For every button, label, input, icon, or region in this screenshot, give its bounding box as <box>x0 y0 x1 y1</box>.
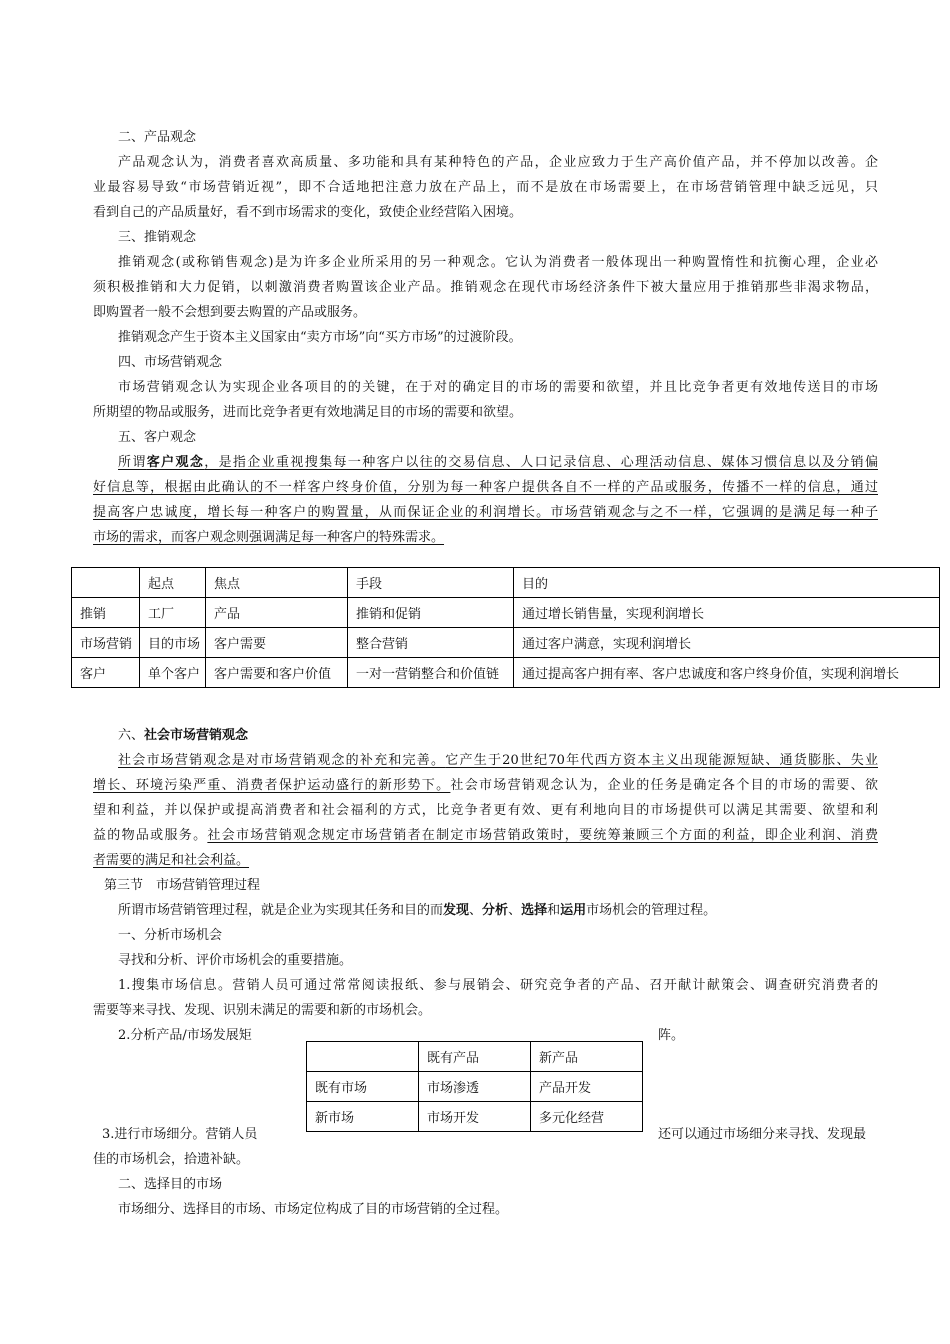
table-cell: 通过提高客户拥有率、客户忠诚度和客户终身价值，实现利润增长 <box>514 658 940 688</box>
paragraph-line: 益的物品或服务。社会市场营销观念规定市场营销者在制定市场营销政策时，要统筹兼顾三个方面的利益，即企业利润、消费 <box>93 828 878 843</box>
table-cell: 客户需要和客户价值 <box>206 658 348 688</box>
table-cell: 工厂 <box>140 598 206 628</box>
paragraph-line: 产品观念认为，消费者喜欢高质量、多功能和具有某种特色的产品，企业应致力于生产高价值产品，并不停加以改善。企 <box>118 155 878 170</box>
table-header-row <box>72 568 940 598</box>
heading-product-concept: 二、产品观念 <box>118 130 197 145</box>
paragraph-line: 看到自己的产品质量好，看不到市场需求的变化，致使企业经营陷入困境。 <box>93 205 523 220</box>
table-cell: 市场开发 <box>419 1102 531 1132</box>
paragraph-line: 阵。 <box>658 1028 685 1043</box>
heading-select-target-market: 二、选择目的市场 <box>118 1177 223 1192</box>
heading-societal-marketing: 六、社会市场营销观念 <box>118 728 249 743</box>
table-cell: 市场渗透 <box>419 1072 531 1102</box>
table-cell: 客户 <box>72 658 140 688</box>
paragraph-line: 市场营销观念认为实现企业各项目的的关键，在于对的确定目的市场的需要和欲望，并且比竞争者更有效地传送目的市场 <box>118 380 878 395</box>
table-cell: 通过增长销售量，实现利润增长 <box>514 598 940 628</box>
table-row <box>307 1102 643 1132</box>
paragraph-line: 业最容易导致“市场营销近视”，即不合适地把注意力放在产品上，而不是放在市场需要上，在市场营销管理中缺乏远见，只 <box>93 180 878 195</box>
paragraph-line-underlined: 者需要的满足和社会利益。 <box>93 853 250 868</box>
heading-selling-concept: 三、推销观念 <box>118 230 197 245</box>
table-row <box>307 1072 643 1102</box>
table-cell: 推销和促销 <box>348 598 514 628</box>
table-cell: 多元化经营 <box>531 1102 643 1132</box>
table-cell: 产品开发 <box>531 1072 643 1102</box>
section-title: 第三节 市场营销管理过程 <box>104 878 261 893</box>
paragraph-line: 2.分析产品/市场发展矩 <box>118 1028 252 1043</box>
paragraph-line: 佳的市场机会，拾遗补缺。 <box>93 1152 250 1167</box>
table-cell: 目的市场 <box>140 628 206 658</box>
heading-analyze-opportunity: 一、分析市场机会 <box>118 928 223 943</box>
table-cell: 一对一营销整合和价值链 <box>348 658 514 688</box>
paragraph-line: 所谓市场营销管理过程，就是企业为实现其任务和目的而发现、分析、选择和运用市场机会的管理过程。 <box>118 903 717 918</box>
paragraph-line-underlined: 市场的需求，而客户观念则强调满足每一种客户的特殊需求。 <box>93 530 445 545</box>
table-row <box>72 628 940 658</box>
paragraph-line: 寻找和分析、评价市场机会的重要措施。 <box>118 953 353 968</box>
heading-marketing-concept: 四、市场营销观念 <box>118 355 223 370</box>
paragraph-line: 社会市场营销观念是对市场营销观念的补充和完善。它产生于20世纪70年代西方资本主义出现能源短缺、通货膨胀、失业 <box>118 753 878 768</box>
paragraph-line: 需要等来寻找、发现、识别未满足的需要和新的市场机会。 <box>93 1003 432 1018</box>
table-row <box>72 658 940 688</box>
table-header-cell <box>72 568 140 598</box>
paragraph-line: 3.进行市场细分。营销人员 <box>102 1127 258 1142</box>
table-row <box>72 598 940 628</box>
table-header-cell <box>307 1042 419 1072</box>
paragraph-line: 推销观念产生于资本主义国家由“卖方市场”向“买方市场”的过渡阶段。 <box>118 330 522 345</box>
paragraph-line: 须积极推销和大力促销，以刺激消费者购置该企业产品。推销观念在现代市场经济条件下被大量应用于推销那些非渴求物品， <box>93 280 878 295</box>
product-market-matrix-table <box>306 1041 643 1132</box>
paragraph-line: 即购置者一般不会想到要去购置的产品或服务。 <box>93 305 367 320</box>
table-cell: 整合营销 <box>348 628 514 658</box>
table-header-cell: 起点 <box>140 568 206 598</box>
heading-customer-concept: 五、客户观念 <box>118 430 197 445</box>
table-header-cell: 既有产品 <box>419 1042 531 1072</box>
table-header-cell: 目的 <box>514 568 940 598</box>
table-cell: 通过客户满意，实现利润增长 <box>514 628 940 658</box>
paragraph-line: 市场细分、选择目的市场、市场定位构成了目的市场营销的全过程。 <box>118 1202 509 1217</box>
table-header-row <box>307 1042 643 1072</box>
paragraph-line-underlined: 提高客户忠诚度，增长每一种客户的购置量，从而保证企业的利润增长。市场营销观念与之不一样，它强调的是满足每一种子 <box>93 505 878 520</box>
table-cell: 产品 <box>206 598 348 628</box>
table-header-cell: 新产品 <box>531 1042 643 1072</box>
paragraph-line-underlined: 好信息等，根据由此确认的不一样客户终身价值，分别为每一种客户提供各自不一样的产品或服务，传播不一样的信息，通过 <box>93 480 878 495</box>
paragraph-line: 1.搜集市场信息。营销人员可通过常常阅读报纸、参与展销会、研究竞争者的产品、召开献计献策会、调查研究消费者的 <box>118 978 878 993</box>
paragraph-line: 增长、环境污染严重、消费者保护运动盛行的新形势下。社会市场营销观念认为，企业的任务是确定各个目的市场的需要、欲 <box>93 778 878 793</box>
table-cell: 既有市场 <box>307 1072 419 1102</box>
paragraph-line: 推销观念(或称销售观念)是为许多企业所采用的另一种观念。它认为消费者一般体现出一种购置惰性和抗衡心理，企业必 <box>118 255 878 270</box>
paragraph-line: 望和利益，并以保护或提高消费者和社会福利的方式，比竞争者更有效、更有利地向目的市场提供可以满足其需要、欲望和利 <box>93 803 878 818</box>
table-cell: 市场营销 <box>72 628 140 658</box>
concept-comparison-table <box>71 567 940 688</box>
table-cell: 客户需要 <box>206 628 348 658</box>
paragraph-line-underlined: 所谓客户观念，是指企业重视搜集每一种客户以往的交易信息、人口记录信息、心理活动信息、媒体习惯信息以及分销偏 <box>118 455 878 470</box>
table-header-cell: 焦点 <box>206 568 348 598</box>
paragraph-line: 还可以通过市场细分来寻找、发现最 <box>658 1127 867 1142</box>
paragraph-line: 所期望的物品或服务，进而比竞争者更有效地满足目的市场的需要和欲望。 <box>93 405 523 420</box>
table-cell: 单个客户 <box>140 658 206 688</box>
table-cell: 推销 <box>72 598 140 628</box>
table-cell: 新市场 <box>307 1102 419 1132</box>
table-header-cell: 手段 <box>348 568 514 598</box>
